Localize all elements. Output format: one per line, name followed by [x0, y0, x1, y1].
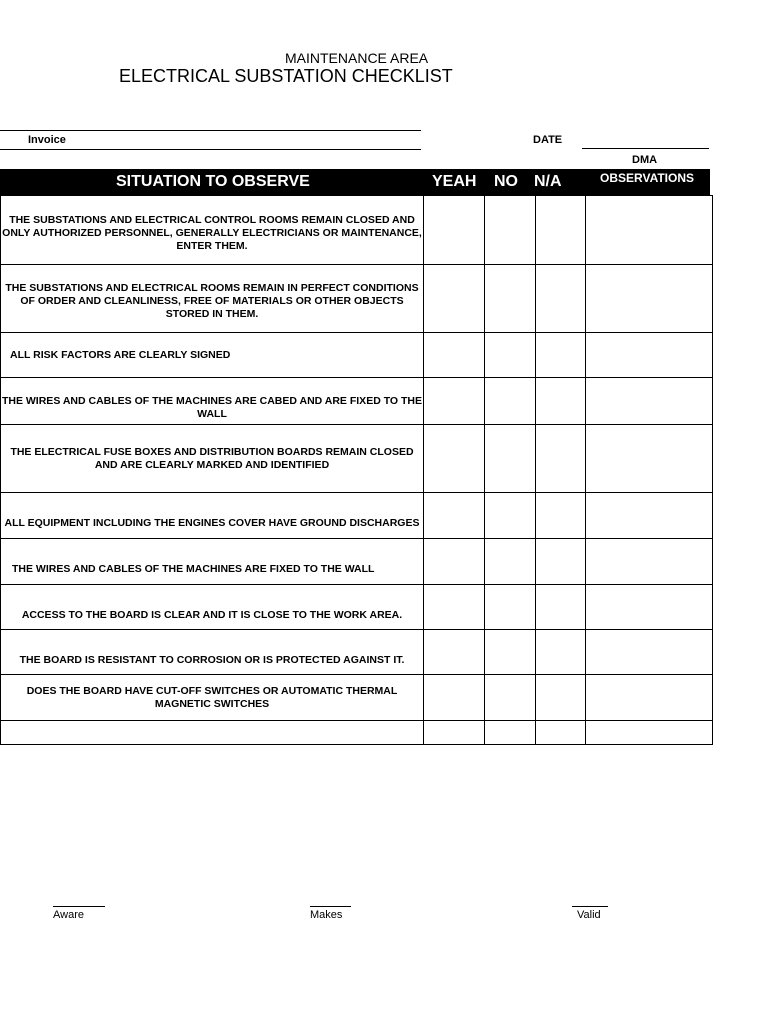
row-text [1, 721, 424, 745]
yeah-cell[interactable] [424, 265, 485, 333]
row-text: THE SUBSTATIONS AND ELECTRICAL ROOMS REMAIN IN PERFECT CONDITIONS OF ORDER AND CLEANLINESS, FREE OF MATERIALS OR OTHER OBJECTS STORED IN THEM. [1, 265, 424, 333]
yeah-cell[interactable] [424, 675, 485, 721]
page-subtitle: MAINTENANCE AREA [285, 50, 429, 66]
na-cell[interactable] [536, 585, 586, 630]
yeah-cell[interactable] [424, 585, 485, 630]
no-cell[interactable] [485, 333, 536, 378]
row-text: ALL RISK FACTORS ARE CLEARLY SIGNED [1, 333, 424, 378]
row-text: ACCESS TO THE BOARD IS CLEAR AND IT IS CLOSE TO THE WORK AREA. [1, 585, 424, 630]
header-situation: SITUATION TO OBSERVE [116, 173, 310, 190]
na-cell[interactable] [536, 675, 586, 721]
no-cell[interactable] [485, 675, 536, 721]
na-cell[interactable] [536, 196, 586, 265]
na-cell[interactable] [536, 539, 586, 585]
observations-cell[interactable] [586, 721, 713, 745]
table-row [1, 425, 713, 493]
yeah-cell[interactable] [424, 539, 485, 585]
no-cell[interactable] [485, 721, 536, 745]
date-field[interactable] [582, 148, 709, 149]
table-row [1, 539, 713, 585]
yeah-cell[interactable] [424, 378, 485, 425]
observations-cell[interactable] [586, 675, 713, 721]
row-text: THE WIRES AND CABLES OF THE MACHINES ARE FIXED TO THE WALL [1, 539, 424, 585]
row-text: THE BOARD IS RESISTANT TO CORROSION OR IS PROTECTED AGAINST IT. [1, 630, 424, 675]
date-label: DATE [533, 134, 563, 146]
makes-signature-line[interactable] [310, 906, 351, 907]
row-text: DOES THE BOARD HAVE CUT-OFF SWITCHES OR AUTOMATIC THERMAL MAGNETIC SWITCHES [1, 675, 424, 721]
yeah-cell[interactable] [424, 196, 485, 265]
invoice-label: Invoice [28, 134, 66, 146]
checklist-table [0, 195, 713, 745]
na-cell[interactable] [536, 630, 586, 675]
row-text: THE WIRES AND CABLES OF THE MACHINES ARE CABED AND ARE FIXED TO THE WALL [1, 378, 424, 425]
valid-label: Valid [577, 909, 601, 921]
valid-signature-line[interactable] [572, 906, 608, 907]
header-no: NO [494, 173, 518, 190]
na-cell[interactable] [536, 333, 586, 378]
observations-cell[interactable] [586, 630, 713, 675]
table-row [1, 675, 713, 721]
no-cell[interactable] [485, 630, 536, 675]
na-cell[interactable] [536, 378, 586, 425]
yeah-cell[interactable] [424, 333, 485, 378]
table-row [1, 585, 713, 630]
makes-label: Makes [310, 909, 343, 921]
header-na: N/A [534, 173, 562, 190]
header-observations: OBSERVATIONS [600, 171, 695, 185]
no-cell[interactable] [485, 539, 536, 585]
observations-cell[interactable] [586, 265, 713, 333]
yeah-cell[interactable] [424, 630, 485, 675]
observations-cell[interactable] [586, 425, 713, 493]
no-cell[interactable] [485, 196, 536, 265]
na-cell[interactable] [536, 425, 586, 493]
observations-cell[interactable] [586, 539, 713, 585]
yeah-cell[interactable] [424, 425, 485, 493]
na-cell[interactable] [536, 493, 586, 539]
table-row [1, 196, 713, 265]
observations-cell[interactable] [586, 196, 713, 265]
observations-cell[interactable] [586, 493, 713, 539]
na-cell[interactable] [536, 265, 586, 333]
table-row [1, 721, 713, 745]
table-row [1, 265, 713, 333]
yeah-cell[interactable] [424, 721, 485, 745]
observations-cell[interactable] [586, 333, 713, 378]
table-row [1, 378, 713, 425]
no-cell[interactable] [485, 585, 536, 630]
table-row [1, 493, 713, 539]
table-row [1, 630, 713, 675]
no-cell[interactable] [485, 265, 536, 333]
no-cell[interactable] [485, 378, 536, 425]
observations-cell[interactable] [586, 378, 713, 425]
aware-label: Aware [53, 909, 84, 921]
aware-signature-line[interactable] [53, 906, 105, 907]
no-cell[interactable] [485, 493, 536, 539]
row-text: THE ELECTRICAL FUSE BOXES AND DISTRIBUTION BOARDS REMAIN CLOSED AND ARE CLEARLY MARKED AND IDENTIFIED [1, 425, 424, 493]
dma-label: DMA [632, 154, 658, 166]
yeah-cell[interactable] [424, 493, 485, 539]
row-text: ALL EQUIPMENT INCLUDING THE ENGINES COVER HAVE GROUND DISCHARGES [1, 493, 424, 539]
observations-cell[interactable] [586, 585, 713, 630]
no-cell[interactable] [485, 425, 536, 493]
page-title: ELECTRICAL SUBSTATION CHECKLIST [119, 66, 453, 86]
table-row [1, 333, 713, 378]
na-cell[interactable] [536, 721, 586, 745]
header-yeah: YEAH [432, 173, 477, 190]
row-text: THE SUBSTATIONS AND ELECTRICAL CONTROL ROOMS REMAIN CLOSED AND ONLY AUTHORIZED PERSONNEL, GENERALLY ELECTRICIANS OR MAINTENANCE, ENTER THEM. [1, 196, 424, 265]
